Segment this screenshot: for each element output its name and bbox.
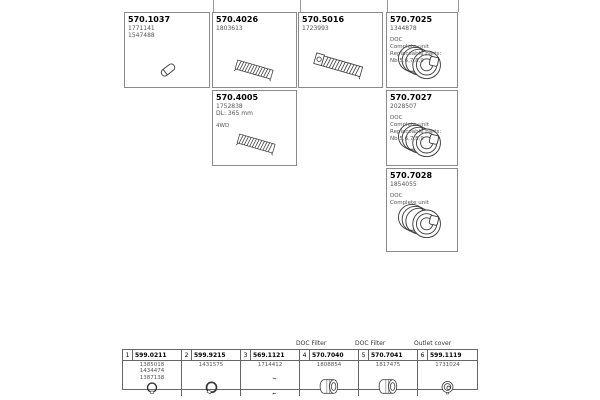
hose-icon [157,61,179,79]
outlet-cover-icon [440,380,455,395]
part-box-570-5016[interactable] [298,12,383,88]
arc-clip-icon [264,377,276,395]
ref-number: 1723993 [302,24,329,32]
column-header [418,350,477,361]
item-index: 2 [182,350,192,360]
leader-line [458,0,459,12]
ref-number: 2028507 [390,102,417,110]
part-number: 599.9215 [194,351,226,359]
table-column-3[interactable] [241,350,300,396]
part-number: 570.7040 [312,351,344,359]
column-header [123,350,181,361]
part-number: 570.4005 [216,93,259,102]
filter-cartridge-icon [317,378,341,395]
table-column-4[interactable] [300,350,359,396]
column-header [359,350,417,361]
clamp-ring-icon [145,381,159,395]
part-description: DOC Complete unit Replaceable parts: Nb 5,6,7,8,9 [390,115,442,142]
part-number: 570.5016 [302,15,345,24]
column-header [182,350,240,361]
flex-pipe-icon [233,131,279,157]
part-box-570-1037[interactable] [124,12,210,88]
part-number: 570.7025 [390,15,433,24]
item-index: 1 [123,350,133,360]
ref-number: 1547488 [128,32,155,40]
column-body: 1817475 [359,361,417,396]
leader-line [300,0,301,12]
ref-number: 1803613 [216,24,243,32]
flex-pipe-icon [231,57,277,83]
item-index: 5 [359,350,369,360]
part-number: 570.7027 [390,93,433,102]
item-index: 4 [300,350,310,360]
part-number: 599.0211 [135,351,167,359]
column-body: 1731024 [418,361,477,396]
small-parts-table [122,349,478,390]
item-index: 6 [418,350,428,360]
column-header [300,350,358,361]
part-box-570-7025[interactable] [386,12,458,88]
part-box-570-7028[interactable] [386,168,458,252]
ref-number: 1752838 [216,102,243,110]
table-column-1[interactable] [123,350,182,396]
part-description: 4WD [216,122,230,129]
part-number: 570.7028 [390,171,433,180]
column-body: 1808854 [300,361,358,396]
part-number: 570.4026 [216,15,259,24]
doc-filter-label: DOC Filter [355,340,386,347]
column-body: 1431575 [182,361,240,396]
part-number: 570.1037 [128,15,171,24]
flex-pipe-fitting-icon [311,51,367,81]
part-description: DOC Complete unit Replaceable parts: Nb 5,6,7,8,9 [390,37,442,64]
part-box-570-4026[interactable] [212,12,297,88]
part-number: 570.7041 [371,351,403,359]
clamp-ring-bolt-icon [204,380,219,395]
doc-filter-label: DOC Filter [296,340,327,347]
column-header [241,350,299,361]
part-box-570-4005[interactable] [212,90,297,166]
filter-cartridge-icon [376,378,400,395]
column-body: 1385018 1434474 1387138 [123,361,181,396]
ref-number: 1344878 [390,24,417,32]
part-box-570-7027[interactable] [386,90,458,166]
column-body: 1714412 [241,361,299,396]
table-column-5[interactable] [359,350,418,396]
ref-number: 1854055 [390,180,417,188]
leader-line [387,0,388,12]
ref-number: 1771141 [128,24,155,32]
outlet-cover-label: Outlet cover [414,340,452,347]
length-spec: DL: 365 mm [216,110,253,118]
part-number: 599.1119 [430,351,462,359]
table-column-6[interactable] [418,350,477,396]
item-index: 3 [241,350,251,360]
table-column-2[interactable] [182,350,241,396]
leader-line [213,0,214,12]
part-description: DOC Complete unit [390,193,429,206]
part-number: 569.1121 [253,351,285,359]
